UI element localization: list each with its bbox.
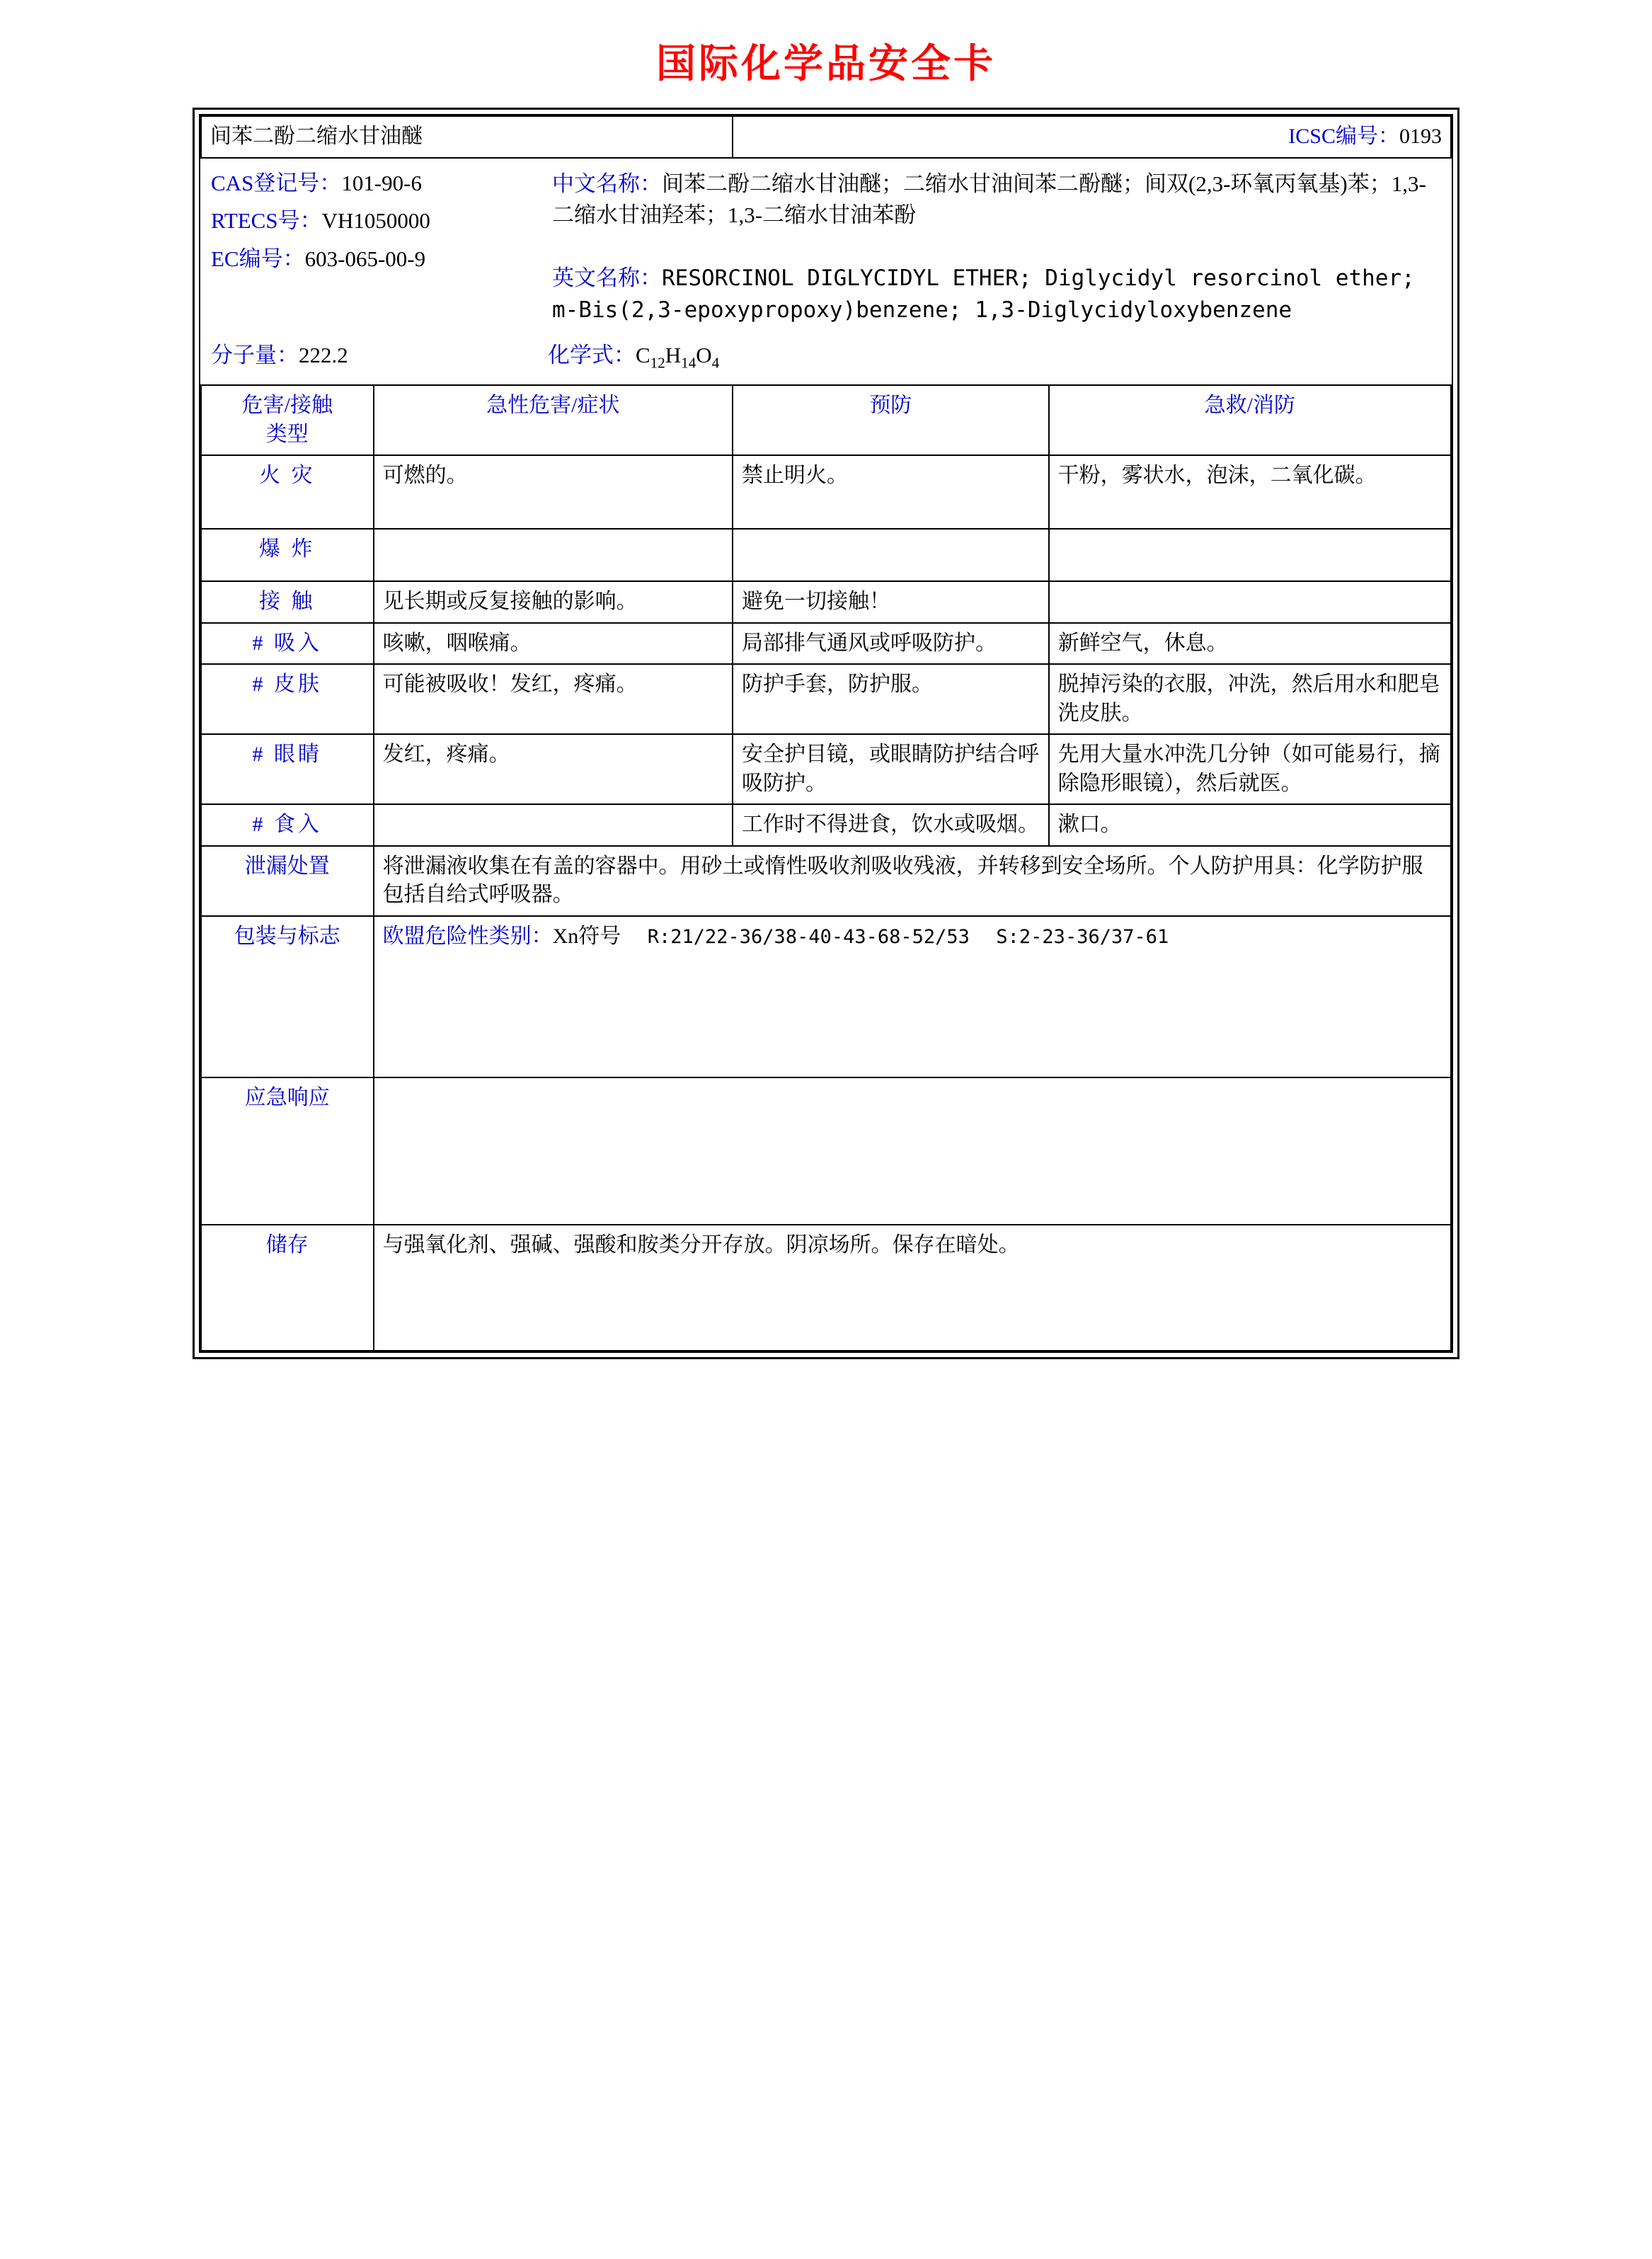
formula-c: C [636, 343, 650, 368]
row-type-inhalation: # 吸入 [201, 623, 374, 665]
skin-prevention: 防护手套，防护服。 [733, 664, 1049, 734]
chinese-names-value: 间苯二酚二缩水甘油醚；二缩水甘油间苯二酚醚；间双(2,3-环氧丙氧基)苯；1,3-二缩水甘油羟苯；1,3-二缩水甘油苯酚 [552, 171, 1426, 228]
exposure-firstaid [1049, 581, 1451, 623]
section-label-spillage: 泄漏处置 [201, 846, 374, 916]
formula-row [201, 333, 1451, 384]
header-first-aid: 急救/消防 [1049, 385, 1451, 455]
fire-firstaid: 干粉，雾状水，泡沫，二氧化碳。 [1049, 455, 1451, 529]
icsc-value: 0193 [1399, 125, 1442, 148]
names-column [548, 159, 1451, 334]
rtecs-line [211, 206, 548, 236]
inhalation-prevention: 局部排气通风或呼吸防护。 [733, 623, 1049, 665]
formula-c-count: 12 [650, 354, 665, 372]
row-type-fire: 火 灾 [201, 455, 374, 529]
rtecs-value: VH1050000 [321, 208, 430, 234]
table-row [201, 804, 1451, 846]
section-body-packaging [374, 916, 1451, 1077]
ingestion-firstaid: 漱口。 [1049, 804, 1451, 846]
substance-name: 间苯二酚二缩水甘油醚 [201, 116, 733, 158]
identification-row [201, 158, 1451, 386]
table-row [201, 664, 1451, 734]
inhalation-acute: 咳嗽，咽喉痛。 [374, 623, 733, 665]
formula-h-count: 14 [681, 354, 696, 372]
chemical-formula [548, 341, 719, 373]
table-row [201, 581, 1451, 623]
fire-acute: 可燃的。 [374, 455, 733, 529]
eyes-firstaid: 先用大量水冲洗几分钟（如可能易行，摘除隐形眼镜），然后就医。 [1049, 734, 1451, 804]
table-row [201, 623, 1451, 665]
section-body-emergency [374, 1077, 1451, 1225]
mw-label: 分子量： [211, 343, 299, 368]
row-type-ingestion: # 食入 [201, 804, 374, 846]
english-names-value: RESORCINOL DIGLYCIDYL ETHER; Diglycidyl resorcinol ether; m-Bis(2,3-epoxypropoxy)benzene; 1,3-Diglycidyloxybenzene [552, 265, 1415, 324]
rtecs-label: RTECS号： [211, 208, 322, 234]
row-type-skin: # 皮肤 [201, 664, 374, 734]
ec-line [211, 244, 548, 274]
cas-value: 101-90-6 [341, 170, 422, 195]
section-row-storage [201, 1225, 1451, 1351]
table-row [201, 734, 1451, 804]
skin-acute: 可能被吸收！发红，疼痛。 [374, 664, 733, 734]
table-header-row [201, 385, 1451, 455]
section-label-emergency: 应急响应 [201, 1077, 374, 1225]
section-row-packaging [201, 916, 1451, 1077]
eu-classification-line [383, 922, 1442, 951]
chinese-names-label: 中文名称： [552, 171, 662, 196]
s-phrases: S:2-23-36/37-61 [996, 925, 1169, 948]
formula-h: H [665, 343, 682, 368]
formula-label: 化学式： [548, 343, 636, 368]
skin-firstaid: 脱掉污染的衣服，冲洗，然后用水和肥皂洗皮肤。 [1049, 664, 1451, 734]
section-label-packaging: 包装与标志 [201, 916, 374, 1077]
section-row-emergency [201, 1077, 1451, 1225]
molecular-weight [211, 341, 548, 373]
icsc-main-table [200, 115, 1452, 1351]
cas-line [211, 168, 548, 198]
card-header-row [201, 116, 1451, 158]
card-inner-border [199, 114, 1453, 1353]
eu-symbol: Xn符号 [552, 924, 621, 948]
english-names-line [552, 263, 1438, 326]
section-label-storage: 储存 [201, 1225, 374, 1351]
card-outer-border [193, 108, 1459, 1359]
identification-cell [201, 158, 1451, 386]
english-names-label: 英文名称： [552, 265, 662, 291]
row-type-explosion: 爆 炸 [201, 529, 374, 581]
header-hazard-type: 危害/接触 类型 [201, 385, 374, 455]
ec-value: 603-065-00-9 [304, 246, 426, 272]
cas-label: CAS登记号： [211, 170, 342, 195]
eu-classification-label: 欧盟危险性类别： [382, 924, 553, 948]
table-row [201, 455, 1451, 529]
r-phrases: R:21/22-36/38-40-43-68-52/53 [647, 925, 970, 948]
icsc-number-cell [733, 116, 1451, 158]
page-title: 国际化学品安全卡 [656, 41, 996, 87]
fire-prevention: 禁止明火。 [733, 455, 1049, 529]
ec-label: EC编号： [211, 246, 305, 272]
formula-o: O [696, 343, 712, 368]
section-body-storage: 与强氧化剂、强碱、强酸和胺类分开存放。阴凉场所。保存在暗处。 [374, 1225, 1451, 1351]
row-type-exposure: 接 触 [201, 581, 374, 623]
eyes-prevention: 安全护目镜，或眼睛防护结合呼吸防护。 [733, 734, 1049, 804]
table-row [201, 529, 1451, 581]
header-prevention: 预防 [733, 385, 1049, 455]
section-row-spillage [201, 846, 1451, 916]
chinese-names-line [552, 168, 1438, 232]
row-type-eyes: # 眼睛 [201, 734, 374, 804]
ingestion-prevention: 工作时不得进食，饮水或吸烟。 [733, 804, 1049, 846]
header-acute-hazards: 急性危害/症状 [374, 385, 733, 455]
section-body-spillage: 将泄漏液收集在有盖的容器中。用砂土或惰性吸收剂吸收残液，并转移到安全场所。个人防护用具：化学防护服包括自给式呼吸器。 [374, 846, 1451, 916]
eyes-acute: 发红，疼痛。 [374, 734, 733, 804]
explosion-firstaid [1049, 529, 1451, 581]
formula-o-count: 4 [711, 354, 720, 372]
inhalation-firstaid: 新鲜空气，休息。 [1049, 623, 1451, 665]
exposure-acute: 见长期或反复接触的影响。 [374, 581, 733, 623]
mw-value: 222.2 [299, 343, 348, 368]
identifiers-column [201, 159, 548, 334]
icsc-label: ICSC编号： [1288, 125, 1399, 148]
explosion-acute [374, 529, 733, 581]
ingestion-acute [374, 804, 733, 846]
explosion-prevention [733, 529, 1049, 581]
exposure-prevention: 避免一切接触！ [733, 581, 1049, 623]
